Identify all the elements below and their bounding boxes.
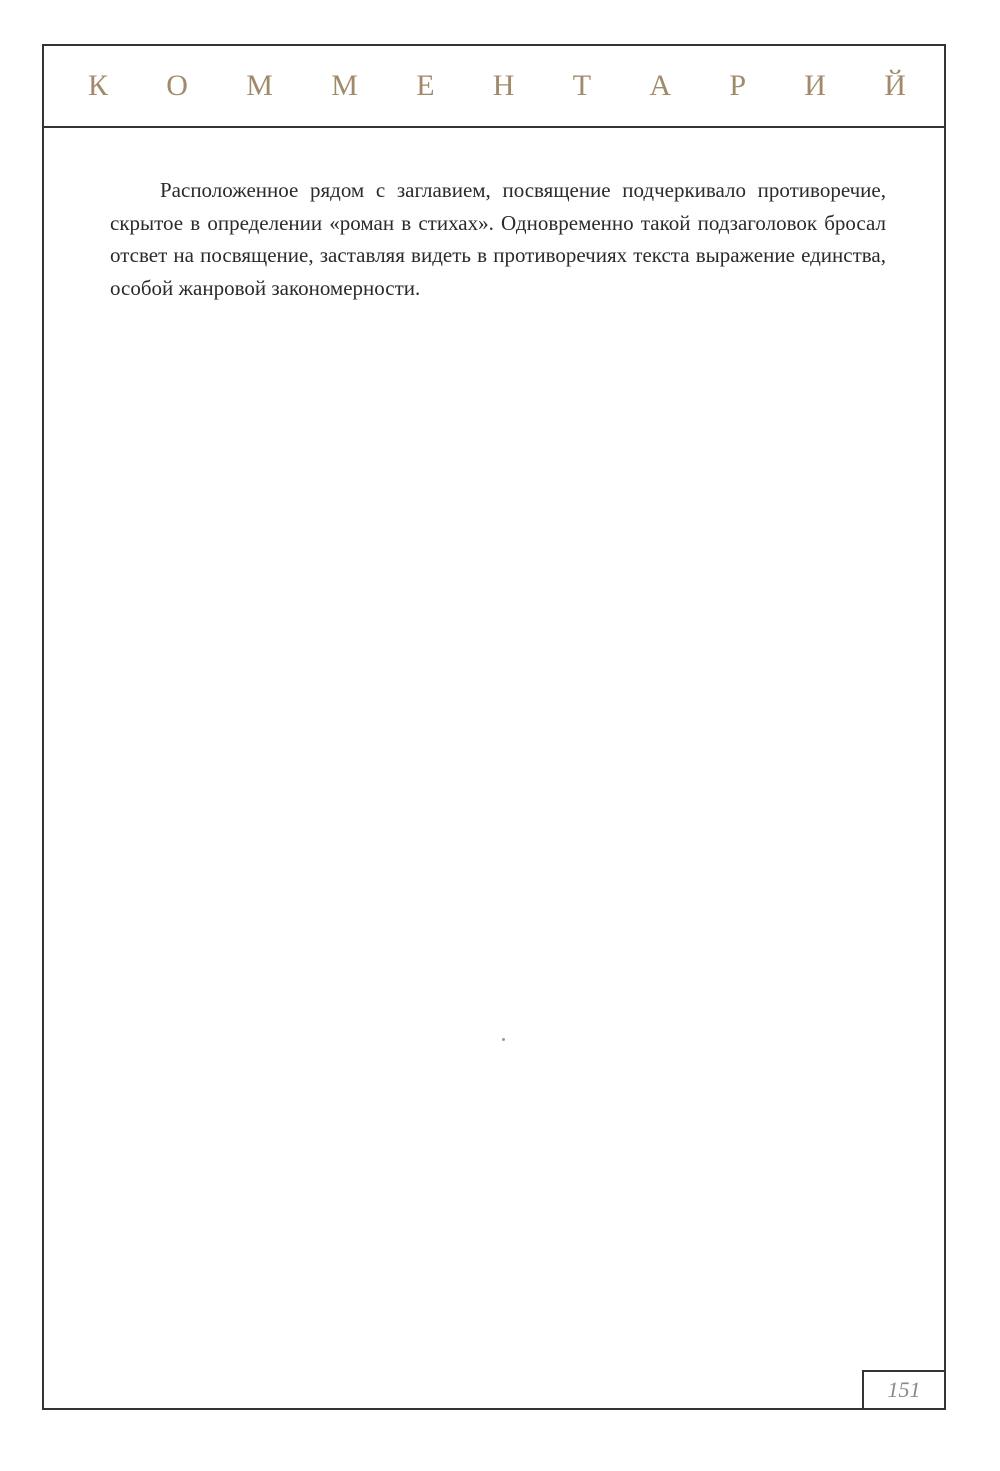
running-header xyxy=(44,46,944,128)
header-letter: Е xyxy=(416,69,435,102)
header-letter: Н xyxy=(492,69,515,102)
header-letter: К xyxy=(88,69,109,102)
page-number-box xyxy=(862,1370,946,1410)
header-letter: О xyxy=(166,69,188,102)
header-letter: Й xyxy=(884,69,906,102)
page-number: 151 xyxy=(887,1377,921,1402)
body-paragraph: Расположенное рядом с заглавием, посвящение подчеркивало противоречие, скрытое в определении «роман в стихах». Одновременно такой подзаголовок бросал отсвет на посвящение, заставляя видеть в противоречиях текста выражение единства, особой жанровой закономерности. xyxy=(110,178,886,300)
print-speck xyxy=(502,1038,505,1041)
header-letter: М xyxy=(246,69,273,102)
header-letter: Р xyxy=(729,69,746,102)
header-letter: И xyxy=(804,69,826,102)
header-letter: А xyxy=(649,69,672,102)
header-title xyxy=(88,68,906,104)
header-letter: М xyxy=(331,69,358,102)
header-letter: Т xyxy=(572,69,592,102)
page-frame xyxy=(42,44,946,1410)
